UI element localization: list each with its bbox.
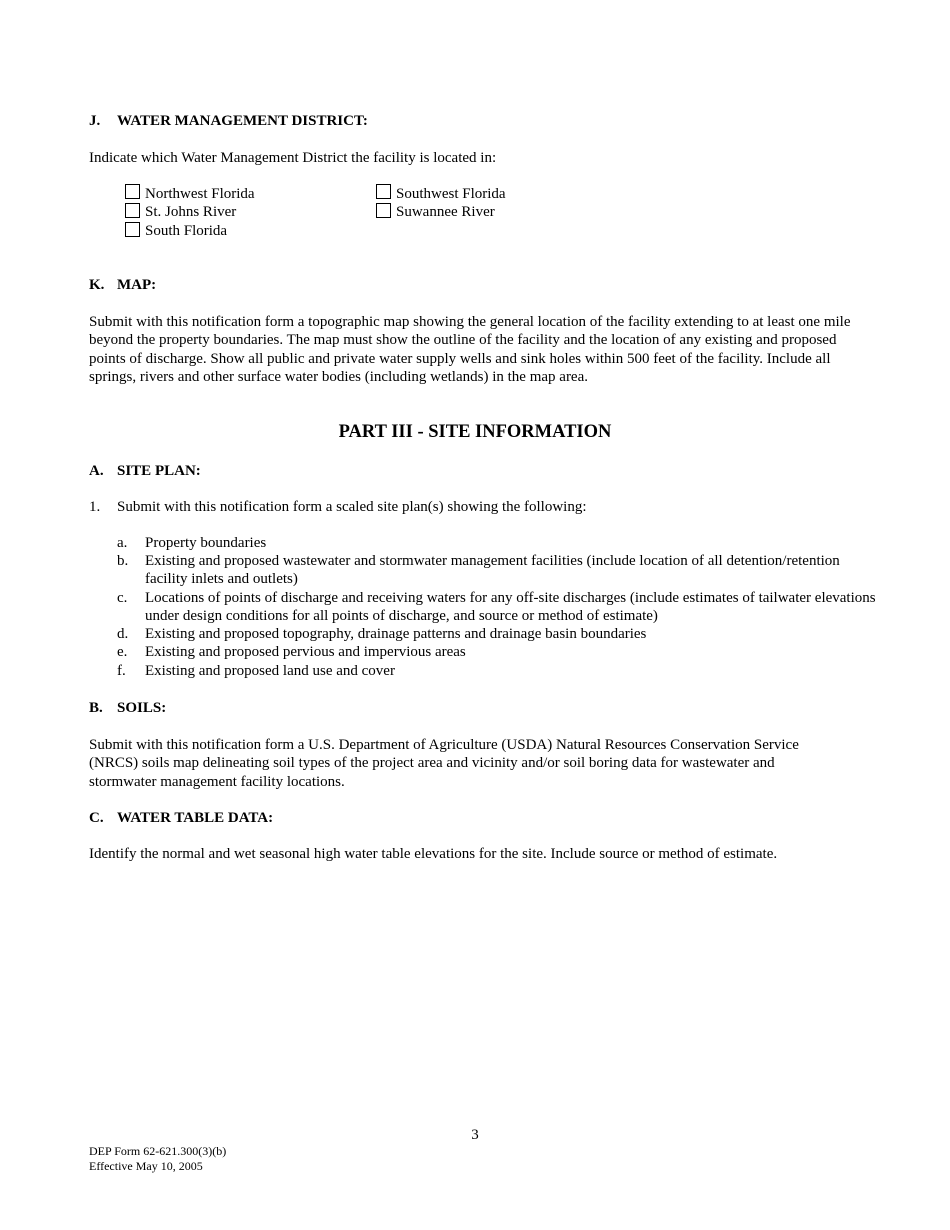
- part-title: PART III - SITE INFORMATION: [338, 422, 612, 442]
- subitem-marker: c.: [117, 590, 128, 606]
- checkbox-south-florida[interactable]: [125, 222, 140, 237]
- subitem-text: Property boundaries: [145, 535, 267, 551]
- section-c-heading: [89, 809, 273, 827]
- option-southwest-florida: Southwest Florida: [396, 186, 506, 202]
- section-b-title: SOILS:: [117, 700, 167, 716]
- subitem-marker: e.: [117, 644, 128, 660]
- subitem-marker: b.: [117, 553, 129, 569]
- option-st-johns-river: St. Johns River: [145, 204, 237, 220]
- section-c-body: Identify the normal and wet seasonal high water table elevations for the site. Include source or method of estimate.: [89, 846, 778, 862]
- section-a-title: SITE PLAN:: [117, 463, 201, 479]
- checkbox-suwannee-river[interactable]: [376, 203, 391, 218]
- subitem-text: Locations of points of discharge and receiving waters for any off-site discharges (include estimates of tailwater elevations under design conditions for all points of discharge, and source or method of estimate): [145, 590, 876, 624]
- section-j-instruction: Indicate which Water Management District the facility is located in:: [89, 150, 497, 166]
- section-b-body: Submit with this notification form a U.S. Department of Agriculture (USDA) Natural Resources Conservation Service (NRCS) soils map delineating soil types of the project area and vicinity and/or soil boring data for wastewater and stormwater management facility locations.: [89, 737, 799, 790]
- section-c-title: WATER TABLE DATA:: [117, 810, 274, 826]
- subitem-marker: f.: [117, 663, 126, 679]
- section-a-letter: A.: [89, 463, 104, 479]
- section-b-letter: B.: [89, 700, 103, 716]
- subitem: [117, 535, 877, 553]
- option-northwest-florida: Northwest Florida: [145, 186, 255, 202]
- subitem: [117, 644, 877, 662]
- section-k-letter: K.: [89, 277, 105, 293]
- subitem: [117, 590, 877, 626]
- subitem: [117, 553, 877, 589]
- subitem-marker: a.: [117, 535, 128, 551]
- checkbox-southwest-florida[interactable]: [376, 184, 391, 199]
- subitem-text: Existing and proposed pervious and impervious areas: [145, 644, 466, 660]
- section-a-item-number: 1.: [89, 499, 101, 515]
- subitem-text: Existing and proposed topography, drainage patterns and drainage basin boundaries: [145, 626, 647, 642]
- footer-effective-date: Effective May 10, 2005: [89, 1159, 203, 1173]
- footer-form-id: DEP Form 62-621.300(3)(b): [89, 1144, 227, 1158]
- section-k-title: MAP:: [117, 277, 157, 293]
- checkbox-northwest-florida[interactable]: [125, 184, 140, 199]
- subitem: [117, 663, 877, 681]
- section-b-heading: [89, 699, 166, 717]
- section-c-letter: C.: [89, 810, 104, 826]
- checkbox-st-johns-river[interactable]: [125, 203, 140, 218]
- subitem-marker: d.: [117, 626, 129, 642]
- section-a-heading: [89, 462, 201, 480]
- section-a-item: [89, 498, 587, 516]
- option-suwannee-river: Suwannee River: [396, 204, 495, 220]
- page-number: 3: [471, 1127, 479, 1143]
- section-k-heading: [89, 276, 156, 294]
- section-a-item-text: Submit with this notification form a scaled site plan(s) showing the following:: [117, 499, 587, 515]
- section-j-letter: J.: [89, 113, 101, 129]
- section-j-title: WATER MANAGEMENT DISTRICT:: [117, 113, 368, 129]
- section-k-body: Submit with this notification form a topographic map showing the general location of the facility extending to at least one mile beyond the property boundaries. The map must show the outline of the facility and the location of any existing and proposed points of discharge. Show all public and private water supply wells and sink holes within 500 feet of the facility. Include all springs, rivers and other surface water bodies (including wetlands) in the map area.: [89, 314, 851, 385]
- subitem-text: Existing and proposed wastewater and stormwater management facilities (include location of all detention/retention facility inlets and outlets): [145, 553, 840, 587]
- subitem-text: Existing and proposed land use and cover: [145, 663, 395, 679]
- subitem: [117, 626, 877, 644]
- section-j-heading: [89, 112, 368, 130]
- option-south-florida: South Florida: [145, 223, 228, 239]
